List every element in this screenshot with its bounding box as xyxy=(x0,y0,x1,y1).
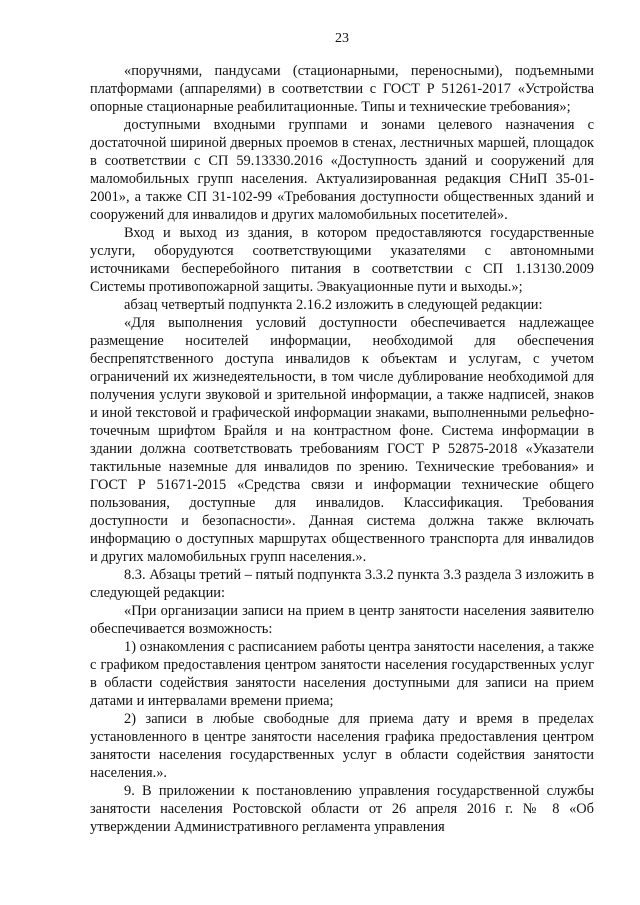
paragraph-6: 8.3. Абзацы третий – пятый подпункта 3.3.2 пункта 3.3 раздела 3 изложить в следующей редакции: xyxy=(90,567,594,601)
page-number: 23 xyxy=(335,31,349,46)
paragraph-8: 1) ознакомления с расписанием работы центра занятости населения, а также с графиком предоставления центром занятости населения государственных услуг в области содействия занятости населения доступными для записи на прием датами и интервалами времени приема; xyxy=(90,639,594,709)
paragraph-4: абзац четвертый подпункта 2.16.2 изложить в следующей редакции: xyxy=(124,297,543,313)
paragraph-3: Вход и выход из здания, в котором предоставляются государственные услуги, оборудуются соответствующими указателями с автономными источниками бесперебойного питания в соответствии с СП 1.13130.2009 Системы противопожарной защиты. Эвакуационные пути и выходы.»; xyxy=(90,225,594,295)
paragraph-5: «Для выполнения условий доступности обеспечивается надлежащее размещение носителей информации, необходимой для обеспечения беспрепятственного доступа инвалидов к объектам и услугам, с учетом ограничений их жизнедеятельности, в том числе дублирование необходимой для получения услуги звуковой и зрительной информации, а также надписей, знаков и иной текстовой и графической информации знаками, выполненными рельефно-точечным шрифтом Брайля и на контрастном фоне. Система информации в здании должна соответствовать требованиям ГОСТ Р 52875-2018 «Указатели тактильные наземные для инвалидов по зрению. Технические требования» и ГОСТ Р 51671-2015 «Средства связи и информации технические общего пользования, доступные для инвалидов. Классификация. Требования доступности и безопасности». Данная система должна также включать информацию о доступных маршрутах общественного транспорта для инвалидов и других маломобильных групп населения.». xyxy=(90,315,594,565)
paragraph-9: 2) записи в любые свободные для приема дату и время в пределах установленного в центре занятости населения графика предоставления центром занятости населения государственных услуг в области содействия занятости населения.». xyxy=(90,711,594,781)
paragraph-7: «При организации записи на прием в центр занятости населения заявителю обеспечивается возможность: xyxy=(90,603,594,637)
paragraph-10: 9. В приложении к постановлению управления государственной службы занятости населения Ростовской области от 26 апреля 2016 г. № 8 «Об утверждении Административного регламента управления xyxy=(90,783,594,835)
paragraph-1: «поручнями, пандусами (стационарными, переносными), подъемными платформами (аппарелями) в соответствии с ГОСТ Р 51261-2017 «Устройства опорные стационарные реабилитационные. Типы и технические требования»; xyxy=(90,63,594,115)
document-body xyxy=(90,62,594,836)
paragraph-2: доступными входными группами и зонами целевого назначения с достаточной шириной дверных проемов в стенах, лестничных маршей, площадок в соответствии с СП 59.13330.2016 «Доступность зданий и сооружений для маломобильных групп населения. Актуализированная редакция СНиП 35-01-2001», а также СП 31-102-99 «Требования доступности общественных зданий и сооружений для инвалидов и других маломобильных посетителей». xyxy=(90,117,594,223)
